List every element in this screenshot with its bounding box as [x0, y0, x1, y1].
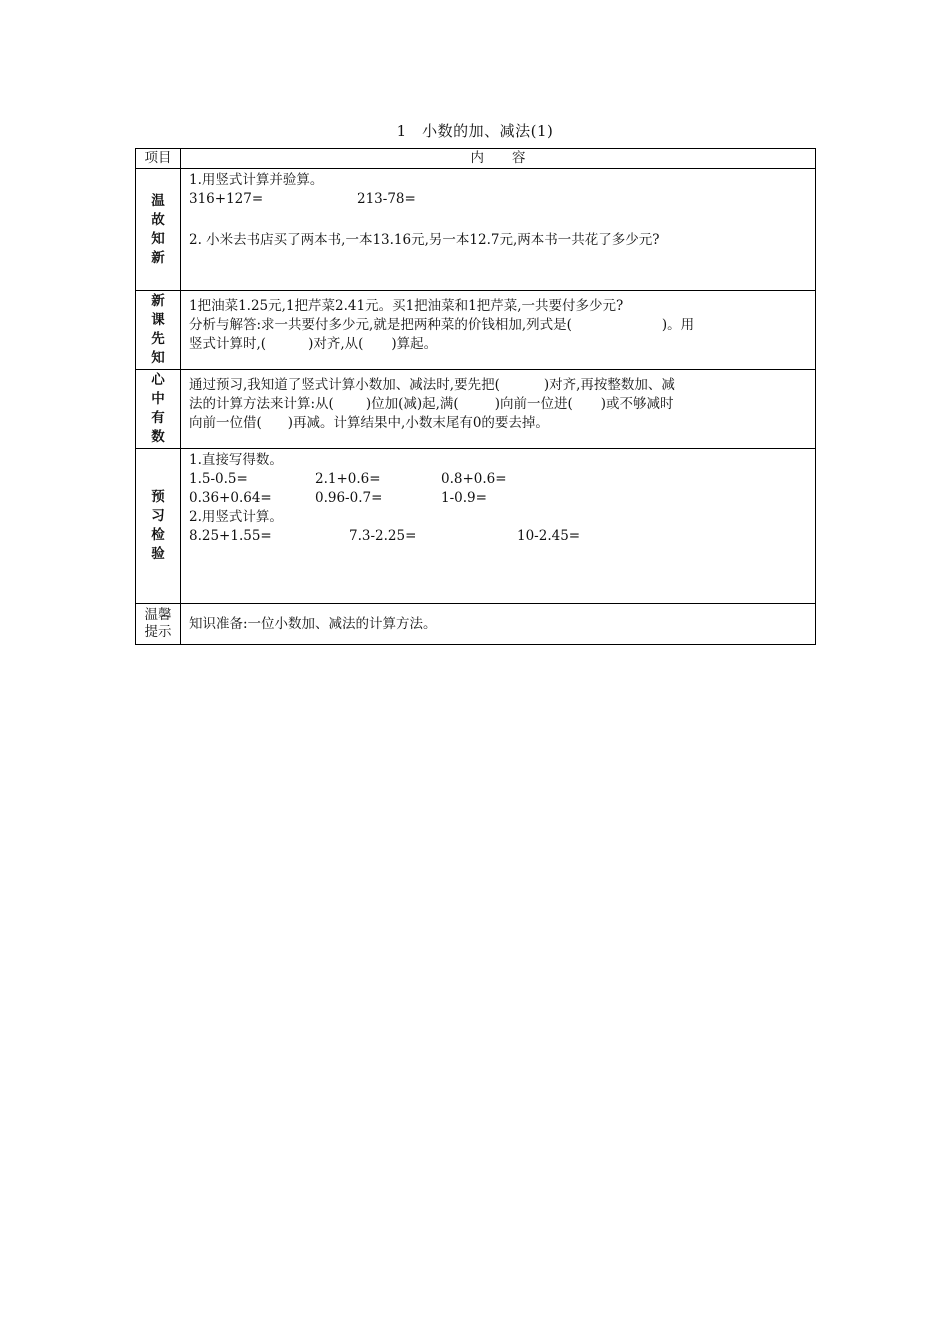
check-q2-row: 8.25+1.55= 7.3-2.25= 10-2.45= — [189, 528, 581, 544]
section-content-preview-check — [181, 449, 816, 604]
section-preview-check — [136, 449, 816, 604]
review-q1-title: 1.用竖式计算并验算。 — [189, 172, 324, 188]
review-q1-b: 213-78= — [357, 191, 416, 207]
section-summary — [136, 370, 816, 449]
section-content-new-lesson — [181, 291, 816, 370]
section-content-summary — [181, 370, 816, 449]
section-tips — [136, 604, 816, 645]
new-lesson-problem: 1把油菜1.25元,1把芹菜2.41元。买1把油菜和1把芹菜,一共要付多少元? — [189, 298, 624, 314]
check-q2-title: 2.用竖式计算。 — [189, 509, 283, 525]
section-content-review — [181, 169, 816, 291]
summary-line-3: 向前一位借( )再减。计算结果中,小数末尾有0的要去掉。 — [189, 415, 549, 431]
review-q1-a: 316+127= — [189, 191, 264, 207]
page-title: 1 小数的加、减法(1) — [396, 122, 554, 140]
section-label-tips: 温馨 提示 — [136, 604, 181, 645]
tips-text: 知识准备:一位小数加、减法的计算方法。 — [189, 615, 437, 632]
check-q1-row-1: 1.5-0.5= 2.1+0.6= 0.8+0.6= — [189, 471, 507, 487]
preview-table — [135, 148, 816, 645]
section-new-lesson — [136, 291, 816, 370]
check-q1-row-2: 0.36+0.64= 0.96-0.7= 1-0.9= — [189, 490, 487, 506]
summary-line-2: 法的计算方法来计算:从( )位加(减)起,满( )向前一位进( )或不够减时 — [189, 396, 674, 412]
table-header-row — [136, 149, 816, 169]
header-content: 内容 — [181, 149, 816, 169]
review-q2: 2. 小米去书店买了两本书,一本13.16元,另一本12.7元,两本书一共花了多少元? — [189, 232, 660, 248]
section-content-tips — [181, 604, 816, 645]
review-q1-problems — [189, 190, 807, 209]
section-label-preview-check: 预 习 检 验 — [136, 449, 181, 604]
check-q1-title: 1.直接写得数。 — [189, 452, 283, 468]
section-review — [136, 169, 816, 291]
new-lesson-method: 竖式计算时,( )对齐,从( )算起。 — [189, 336, 438, 352]
section-label-review: 温 故 知 新 — [136, 169, 181, 291]
header-item: 项目 — [136, 149, 181, 169]
section-label-new-lesson: 新 课 先 知 — [136, 291, 181, 370]
summary-line-1: 通过预习,我知道了竖式计算小数加、减法时,要先把( )对齐,再按整数加、减 — [189, 377, 675, 393]
new-lesson-analysis: 分析与解答:求一共要付多少元,就是把两种菜的价钱相加,列式是( )。用 — [189, 317, 695, 333]
section-label-summary: 心 中 有 数 — [136, 370, 181, 449]
